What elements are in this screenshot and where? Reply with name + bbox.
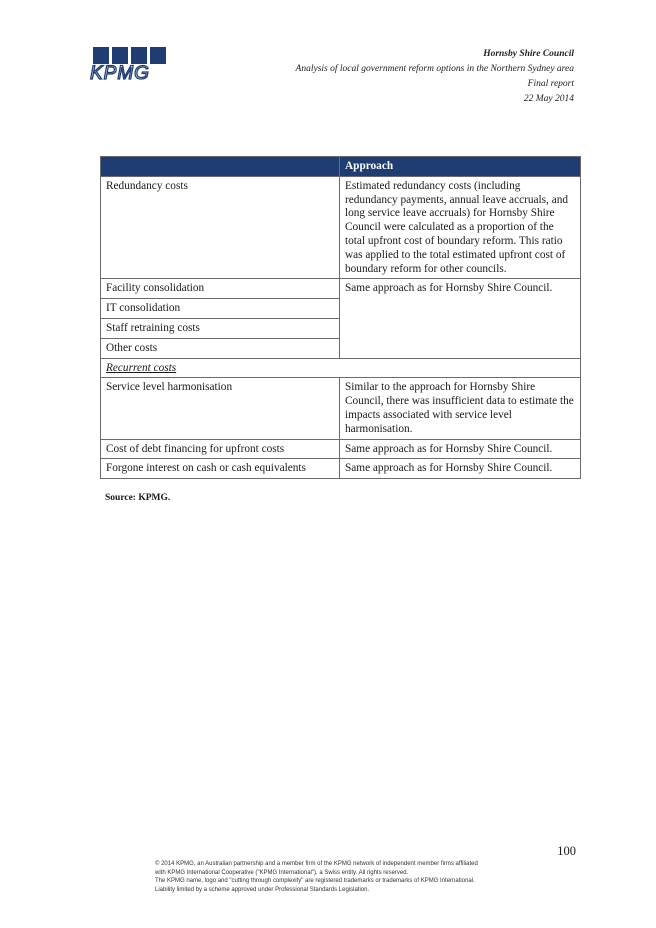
footer-line: with KPMG International Cooperative ("KPMG International"), a Swiss entity. All rights reserved.	[155, 869, 409, 876]
kpmg-logo-mark	[89, 47, 173, 81]
kpmg-logo	[89, 47, 173, 81]
column-header-approach: Approach	[340, 157, 581, 177]
row-approach: Similar to the approach for Hornsby Shire Council, there was insufficient data to estimate the impacts associated with service level harmonisation.	[340, 378, 581, 439]
page-header	[296, 47, 574, 107]
row-label: Service level harmonisation	[101, 378, 340, 439]
footer-line: Liability limited by a scheme approved under Professional Standards Legislation.	[155, 886, 370, 893]
page-footer	[155, 860, 575, 894]
row-label: Redundancy costs	[101, 176, 340, 279]
row-label: IT consolidation	[101, 299, 340, 319]
table-row	[101, 279, 581, 299]
section-row	[101, 358, 581, 378]
source-note: Source: KPMG.	[105, 493, 171, 503]
recurrent-costs-heading: Recurrent costs	[106, 361, 177, 374]
table-row	[101, 459, 581, 479]
header-report-type: Final report	[527, 79, 574, 89]
row-label: Facility consolidation	[101, 279, 340, 299]
page-number: 100	[557, 844, 576, 858]
cost-approach-table	[100, 156, 581, 479]
section-label	[101, 358, 581, 378]
footer-line: © 2014 KPMG, an Australian partnership and a member firm of the KPMG network of independent member firms affiliated	[155, 861, 478, 867]
row-approach: Estimated redundancy costs (including redundancy payments, annual leave accruals, and long service leave accruals) for Hornsby Shire Council were calculated as a proportion of the total upfront cost of boundary reform. This ratio was applied to the total estimated upfront cost of boundary reform for other councils.	[340, 176, 581, 279]
header-subtitle: Analysis of local government reform options in the Northern Sydney area	[295, 64, 574, 74]
table-row	[101, 176, 581, 279]
row-approach: Same approach as for Hornsby Shire Council.	[340, 459, 581, 479]
table-row	[101, 378, 581, 439]
logo-text: KPMG	[90, 63, 150, 81]
row-label: Cost of debt financing for upfront costs	[101, 439, 340, 459]
header-organization: Hornsby Shire Council	[483, 49, 574, 59]
column-header-item	[101, 157, 340, 177]
row-approach: Same approach as for Hornsby Shire Council.	[340, 439, 581, 459]
footer-line: The KPMG name, logo and "cutting through complexity" are registered trademarks or trademarks of KPMG International.	[155, 878, 475, 885]
row-approach: Same approach as for Hornsby Shire Council.	[340, 279, 581, 358]
table-header-row	[101, 157, 581, 177]
row-label: Other costs	[101, 338, 340, 358]
row-label: Forgone interest on cash or cash equivalents	[101, 459, 340, 479]
header-date: 22 May 2014	[523, 94, 574, 104]
row-label: Staff retraining costs	[101, 318, 340, 338]
table-row	[101, 439, 581, 459]
